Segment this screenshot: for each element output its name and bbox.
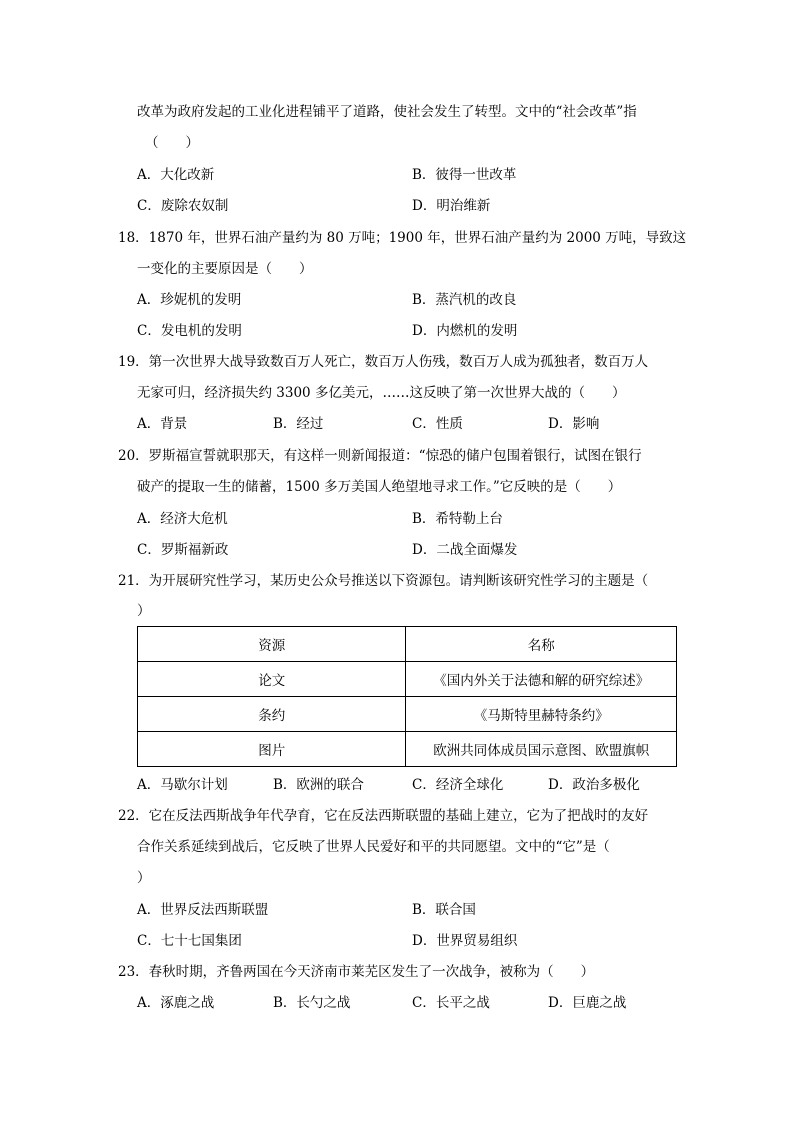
q18-text-line2: 一变化的主要原因是（ ） bbox=[137, 261, 313, 277]
table-row bbox=[138, 697, 677, 732]
q22-text-line3: ） bbox=[137, 870, 151, 886]
q20-option-c[interactable]: C．罗斯福新政 bbox=[137, 542, 229, 558]
table-header-cell: 资源 bbox=[138, 627, 406, 662]
q22-text-line2: 合作关系延续到战后，它反映了世界人民爱好和平的共同愿望。文中的“它”是（ bbox=[137, 839, 610, 855]
table-row bbox=[138, 732, 677, 767]
q20-option-a[interactable]: A．经济大危机 bbox=[137, 511, 228, 527]
table-header-cell: 名称 bbox=[406, 627, 677, 662]
q23-option-b[interactable]: B．长勺之战 bbox=[273, 995, 351, 1011]
q22-option-d[interactable]: D．世界贸易组织 bbox=[412, 933, 518, 949]
q18-option-b[interactable]: B．蒸汽机的改良 bbox=[412, 292, 517, 308]
table-cell: 论文 bbox=[138, 662, 406, 697]
q22-option-a[interactable]: A．世界反法西斯联盟 bbox=[137, 902, 269, 918]
q20-option-b[interactable]: B．希特勒上台 bbox=[412, 511, 503, 527]
q17-text-line1: 改革为政府发起的工业化进程铺平了道路，使社会发生了转型。文中的“社会改革”指 bbox=[137, 104, 637, 120]
table-cell: 《马斯特里赫特条约》 bbox=[406, 697, 677, 732]
q20-text-line2: 破产的提取一生的储蓄，1500 多万美国人绝望地寻求工作。”它反映的是（ ） bbox=[137, 479, 622, 495]
q17-option-a[interactable]: A．大化改新 bbox=[137, 167, 215, 183]
q18-text-line1: 18．1870 年，世界石油产量约为 80 万吨；1900 年，世界石油产量约为 2000 万吨，导致这 bbox=[118, 230, 687, 246]
table-cell: 欧洲共同体成员国示意图、欧盟旗帜 bbox=[406, 732, 677, 767]
q21-option-c[interactable]: C．经济全球化 bbox=[412, 777, 504, 793]
q21-text-line1: 21．为开展研究性学习，某历史公众号推送以下资源包。请判断该研究性学习的主题是（ bbox=[118, 573, 649, 589]
q22-text-line1: 22．它在反法西斯战争年代孕育，它在反法西斯联盟的基础上建立，它为了把战时的友好 bbox=[118, 808, 649, 824]
table-cell: 《国内外关于法德和解的研究综述》 bbox=[406, 662, 677, 697]
q18-option-c[interactable]: C．发电机的发明 bbox=[137, 323, 242, 339]
resource-table bbox=[137, 626, 677, 767]
table-cell: 图片 bbox=[138, 732, 406, 767]
q19-option-a[interactable]: A．背景 bbox=[137, 416, 188, 432]
q20-option-d[interactable]: D．二战全面爆发 bbox=[412, 542, 518, 558]
q19-text-line2: 无家可归，经济损失约 3300 多亿美元，……这反映了第一次世界大战的（ ） bbox=[137, 385, 626, 401]
q19-option-b[interactable]: B．经过 bbox=[273, 416, 324, 432]
q23-option-a[interactable]: A．涿鹿之战 bbox=[137, 995, 215, 1011]
q19-option-d[interactable]: D．影响 bbox=[548, 416, 600, 432]
q17-option-b[interactable]: B．彼得一世改革 bbox=[412, 167, 517, 183]
q20-text-line1: 20．罗斯福宣誓就职那天，有这样一则新闻报道：“惊恐的储户包围着银行，试图在银行 bbox=[118, 448, 642, 464]
table-header-row bbox=[138, 627, 677, 662]
q23-text-line1: 23．春秋时期，齐鲁两国在今天济南市莱芜区发生了一次战争，被称为（ ） bbox=[118, 964, 595, 980]
q21-option-a[interactable]: A．马歇尔计划 bbox=[137, 777, 228, 793]
table-cell: 条约 bbox=[138, 697, 406, 732]
q21-option-b[interactable]: B．欧洲的联合 bbox=[273, 777, 364, 793]
q21-text-line2: ） bbox=[137, 603, 151, 619]
q17-option-d[interactable]: D．明治维新 bbox=[412, 198, 491, 214]
q18-option-d[interactable]: D．内燃机的发明 bbox=[412, 323, 518, 339]
q22-option-b[interactable]: B．联合国 bbox=[412, 902, 476, 918]
q18-option-a[interactable]: A．珍妮机的发明 bbox=[137, 292, 242, 308]
q17-answer-blank: （ ） bbox=[145, 135, 199, 151]
q19-option-c[interactable]: C．性质 bbox=[412, 416, 463, 432]
q17-option-c[interactable]: C．废除农奴制 bbox=[137, 198, 229, 214]
q19-text-line1: 19．第一次世界大战导致数百万人死亡，数百万人伤残，数百万人成为孤独者，数百万人 bbox=[118, 354, 649, 370]
q22-option-c[interactable]: C．七十七国集团 bbox=[137, 933, 242, 949]
q23-option-d[interactable]: D．巨鹿之战 bbox=[548, 995, 627, 1011]
q23-option-c[interactable]: C．长平之战 bbox=[412, 995, 490, 1011]
table-row bbox=[138, 662, 677, 697]
q21-option-d[interactable]: D．政治多极化 bbox=[548, 777, 640, 793]
